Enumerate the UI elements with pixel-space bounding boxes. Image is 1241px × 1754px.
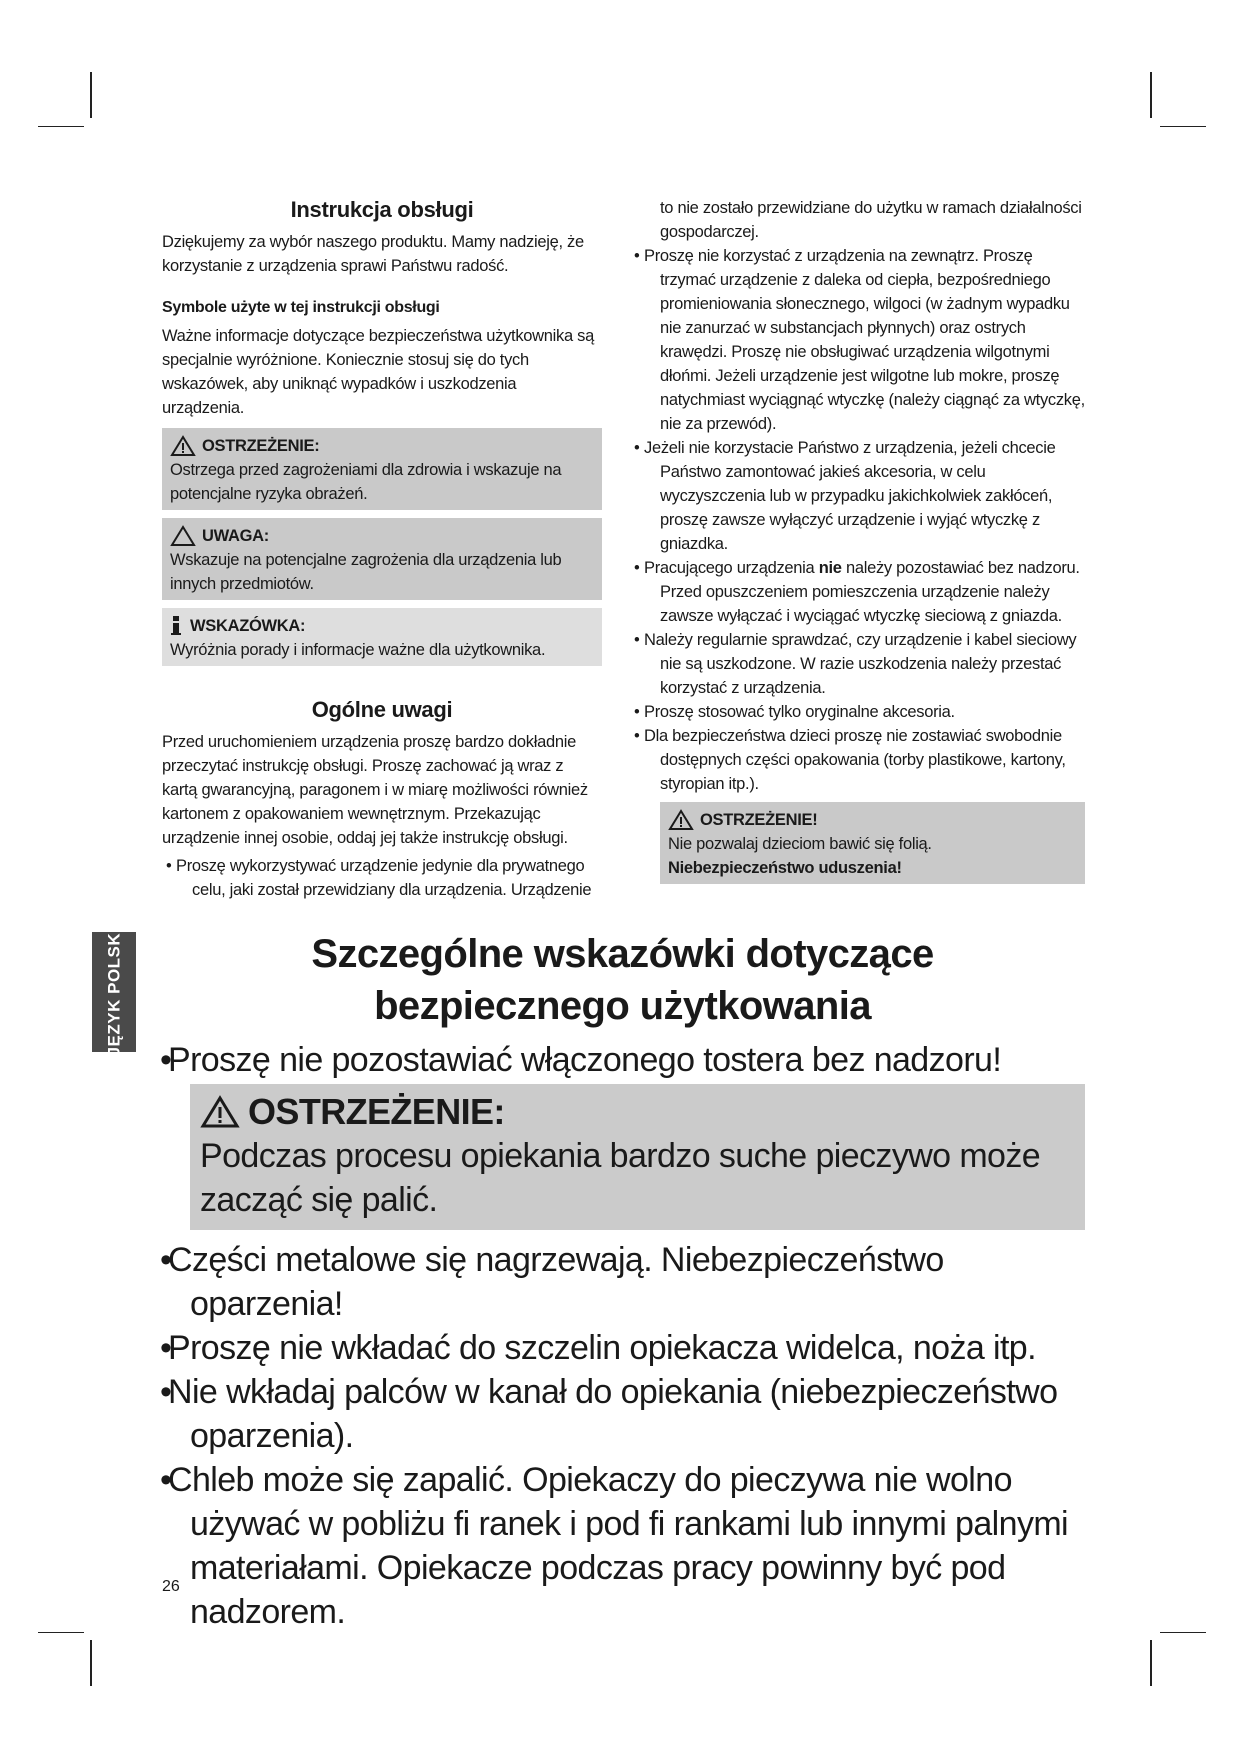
symbols-text: Ważne informacje dotyczące bezpieczeństwa użytkownika są specjalnie wyróżnione. Koniecznie stosuj się do tych wskazówek, aby uniknąć wypadków i uszkodzenia urządzenia. [162,327,594,417]
children-warning-text [668,832,1077,880]
caution-box [162,518,602,600]
caution-title: UWAGA: [202,527,269,545]
caution-triangle-icon [170,525,196,547]
bullet-bold-text: nie [818,559,842,577]
list-item [630,556,1085,628]
left-column [162,196,602,902]
right-column [630,196,1085,884]
list-item: • Proszę nie wkładać do szczelin opiekacza widelca, noża itp. [150,1326,1095,1370]
warning-title: OSTRZEŻENIE: [202,437,320,455]
list-item: • Części metalowe się nagrzewają. Niebezpieczeństwo oparzenia! [150,1238,1095,1326]
list-item: • Proszę stosować tylko oryginalne akcesoria. [630,700,1085,724]
bullet-text: Pracującego urządzenia [644,559,819,577]
list-item: • Proszę wykorzystywać urządzenie jedynie dla prywatnego celu, jaki został przewidziany dla urządzenia. Urządzenie [162,854,602,902]
safety-title-line2: bezpiecznego użytkowania [374,984,871,1028]
continuation-text: to nie zostało przewidziane do użytku w ramach działalności gospodarczej. [660,199,1082,241]
hint-box [162,608,602,666]
warning-box [162,428,602,510]
hint-text: Wyróżnia porady i informacje ważne dla użytkownika. [170,641,546,659]
page-number: 26 [162,1578,180,1595]
crop-mark [90,1640,92,1686]
crop-mark [1150,1640,1152,1686]
info-icon [170,615,184,637]
toaster-warning-title: OSTRZEŻENIE: [248,1091,505,1132]
children-warning-box [660,802,1085,884]
safety-bullet-list [150,1038,1095,1082]
warning-text: Nie pozwalaj dzieciom bawić się folią. [668,835,932,853]
left-bullet-list [162,854,602,902]
language-side-tab [92,927,136,1057]
list-item: • Jeżeli nie korzystacie Państwo z urządzenia, jeżeli chcecie Państwo zamontować jakieś akcesoria, w celu wyczyszczenia lub w przypadku jakichkolwiek zakłóceń, proszę zawsze wyłączyć urządzenie i wyjąć wtyczkę z gniazdka. [630,436,1085,556]
safety-title [150,928,1095,1032]
general-text: Przed uruchomieniem urządzenia proszę bardzo dokładnie przeczytać instrukcję obsługi. Proszę zachować ją wraz z kartą gwarancyjną, paragonem i w miarę możliwości również kartonem z opakowaniem wewnętrznym. Przekazując urządzenie innej osobie, oddaj jej także instrukcję obsługi. [162,733,588,847]
list-item: • Należy regularnie sprawdzać, czy urządzenie i kabel sieciowy nie są uszkodzone. W razie uszkodzenia należy przestać korzystać z urządzenia. [630,628,1085,700]
symbols-heading: Symbole użyte w tej instrukcji obsługi [162,299,440,316]
manual-title: Instrukcja obsługi [290,197,474,222]
safety-title-line1: Szczególne wskazówki dotyczące [311,932,934,976]
list-item: • Chleb może się zapalić. Opiekaczy do pieczywa nie wolno używać w pobliżu fi ranek i pod fi rankami lub innymi palnymi materiałami. Opiekacze podczas pracy powinny być pod nadzorem. [150,1458,1095,1634]
children-warning-title: OSTRZEŻENIE! [700,811,818,829]
toaster-warning-box [190,1084,1085,1230]
safety-section [150,928,1095,1634]
crop-mark [38,1632,84,1633]
crop-mark [1160,126,1206,127]
toaster-warning-text: Podczas procesu opiekania bardzo suche pieczywo może zacząć się palić. [200,1137,1041,1219]
right-bullet-list [630,244,1085,796]
warning-triangle-icon [668,809,694,831]
list-item: • Proszę nie korzystać z urządzenia na zewnątrz. Proszę trzymać urządzenie z daleka od ciepła, bezpośredniego promieniowania słonecznego, wilgoci (w żadnym wypadku nie zanurzać w substancjach płynnych) oraz ostrych krawędzi. Proszę nie obsługiwać urządzenia wilgotnymi dłońmi. Jeżeli urządzenie jest wilgotne lub mokre, proszę natychmiast wyciągnąć wtyczkę (należy ciągnąć za wtyczkę, nie za przewód). [630,244,1085,436]
safety-bullet-list-2 [150,1238,1095,1634]
list-item: • Proszę nie pozostawiać włączonego tostera bez nadzoru! [150,1038,1095,1082]
crop-mark [1160,1632,1206,1633]
list-item: • Nie wkładaj palców w kanał do opiekania (niebezpieczeństwo oparzenia). [150,1370,1095,1458]
crop-mark [38,126,84,127]
warning-triangle-icon [170,435,196,457]
list-item: • Dla bezpieczeństwa dzieci proszę nie zostawiać swobodnie dostępnych części opakowania (torby plastikowe, kartony, styropian itp.). [630,724,1085,796]
crop-mark [90,72,92,118]
intro-text: Dziękujemy za wybór naszego produktu. Mamy nadzieję, że korzystanie z urządzenia sprawi Państwu radość. [162,233,584,275]
warning-text: Ostrzega przed zagrożeniami dla zdrowia i wskazuje na potencjalne ryzyka obrażeń. [170,461,562,503]
general-title: Ogólne uwagi [311,697,453,722]
caution-text: Wskazuje na potencjalne zagrożenia dla urządzenia lub innych przedmiotów. [170,551,562,593]
language-label: JĘZYK POLSKI [104,927,123,1057]
warning-triangle-icon [200,1095,240,1129]
warning-bold-text: Niebezpieczeństwo uduszenia! [668,859,902,877]
crop-mark [1150,72,1152,118]
bullet-text: należy pozostawiać bez nadzoru. Przed opuszczeniem pomieszczenia urządzenie należy zawsze wyłączać i wyciągać wtyczkę sieciową z gniazda. [660,559,1080,625]
hint-title: WSKAZÓWKA: [190,617,306,635]
